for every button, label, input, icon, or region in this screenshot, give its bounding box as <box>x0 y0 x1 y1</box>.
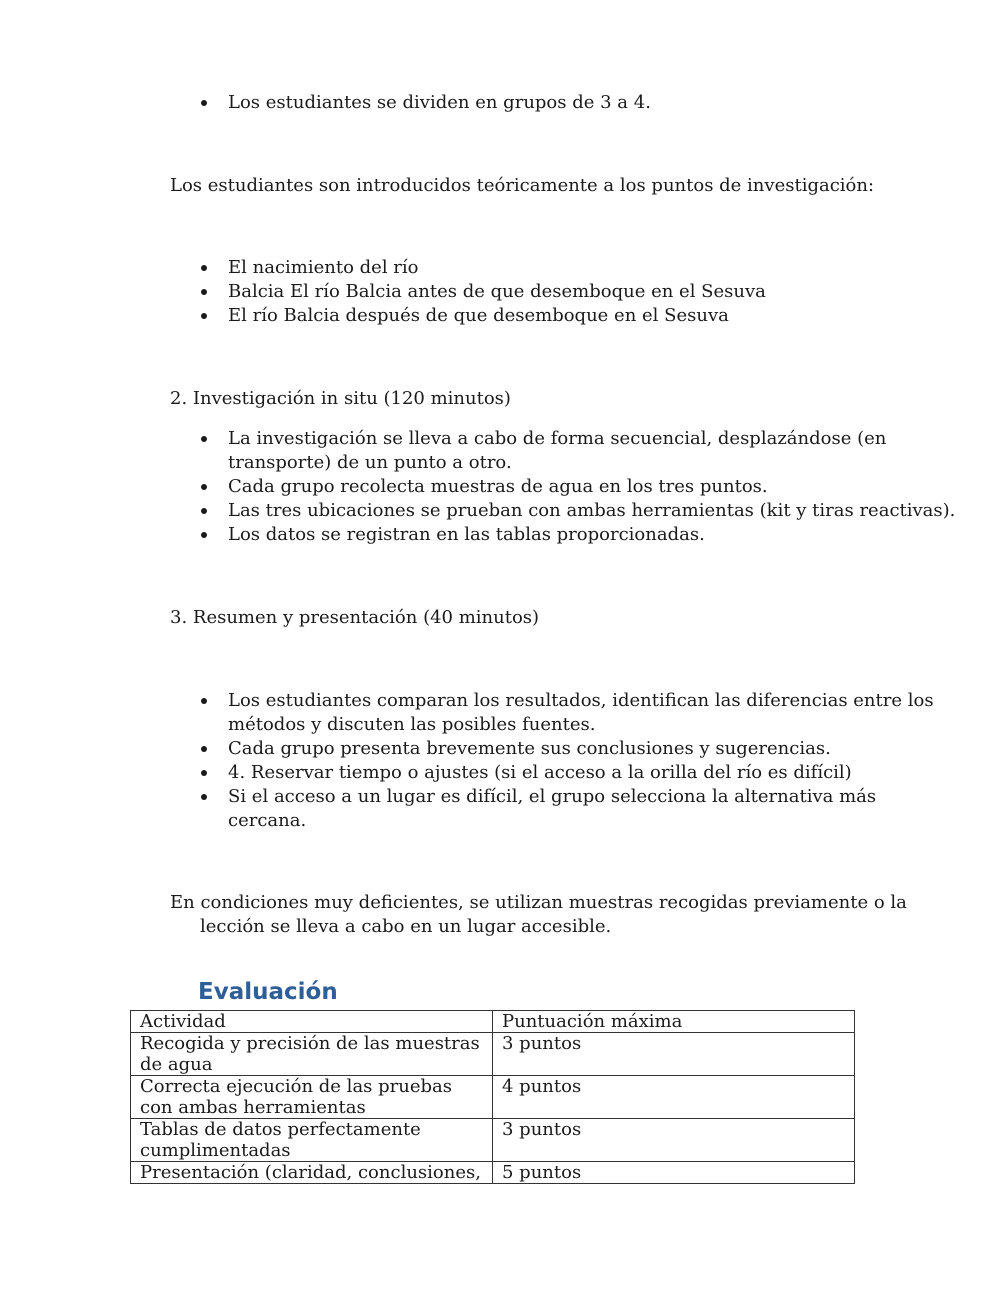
table-cell: 5 puntos <box>493 1162 855 1184</box>
list-item: Cada grupo presenta brevemente sus conclusiones y sugerencias. <box>170 737 960 761</box>
table-cell: 3 puntos <box>493 1119 855 1162</box>
bullet-icon <box>201 532 207 538</box>
table-cell: Tablas de datos perfectamente cumplimentadas <box>131 1119 493 1162</box>
list-item: El nacimiento del río <box>170 256 960 280</box>
list-item: Las tres ubicaciones se prueban con ambas herramientas (kit y tiras reactivas). <box>170 499 960 523</box>
bullet-icon <box>201 794 207 800</box>
list-item: Cada grupo recolecta muestras de agua en los tres puntos. <box>170 475 960 499</box>
evaluation-heading: Evaluación <box>198 979 338 1005</box>
table-cell: Presentación (claridad, conclusiones, <box>131 1162 493 1184</box>
group-size-list <box>170 91 960 115</box>
bullet-icon <box>201 770 207 776</box>
section-3-title: 3. Resumen y presentación (40 minutos) <box>170 607 540 628</box>
section-2-title: 2. Investigación in situ (120 minutos) <box>170 388 511 409</box>
list-item: Si el acceso a un lugar es difícil, el grupo selecciona la alternativa más cercana. <box>170 785 960 833</box>
list-item: Los estudiantes comparan los resultados, identifican las diferencias entre los métodos y discuten las posibles fuentes. <box>170 689 960 737</box>
bullet-icon <box>201 436 207 442</box>
section-2-list <box>170 427 960 547</box>
table-cell: Correcta ejecución de las pruebas con ambas herramientas <box>131 1076 493 1119</box>
list-item: La investigación se lleva a cabo de forma secuencial, desplazándose (en transporte) de un punto a otro. <box>170 427 960 475</box>
table-header-cell: Puntuación máxima <box>493 1011 855 1033</box>
bullet-icon <box>201 100 207 106</box>
list-item: Los datos se registran en las tablas proporcionadas. <box>170 523 960 547</box>
list-item: Los estudiantes se dividen en grupos de 3 a 4. <box>170 91 960 115</box>
table-cell: 3 puntos <box>493 1033 855 1076</box>
intro-paragraph: Los estudiantes son introducidos teóricamente a los puntos de investigación: <box>170 175 875 196</box>
bullet-icon <box>201 265 207 271</box>
table-cell: 4 puntos <box>493 1076 855 1119</box>
table-row <box>131 1162 855 1184</box>
bullet-icon <box>201 746 207 752</box>
table-row <box>131 1033 855 1076</box>
list-item: El río Balcia después de que desemboque en el Sesuva <box>170 304 960 328</box>
bullet-icon <box>201 484 207 490</box>
list-item: Balcia El río Balcia antes de que desemboque en el Sesuva <box>170 280 960 304</box>
section-3-list <box>170 689 960 833</box>
table-row <box>131 1076 855 1119</box>
conditions-paragraph: En condiciones muy deficientes, se utilizan muestras recogidas previamente o la lección se lleva a cabo en un lugar accesible. <box>170 892 907 937</box>
bullet-icon <box>201 698 207 704</box>
table-header-cell: Actividad <box>131 1011 493 1033</box>
evaluation-table <box>130 1010 855 1184</box>
bullet-icon <box>201 508 207 514</box>
list-item: 4. Reservar tiempo o ajustes (si el acceso a la orilla del río es difícil) <box>170 761 960 785</box>
table-cell: Recogida y precisión de las muestras de agua <box>131 1033 493 1076</box>
bullet-icon <box>201 289 207 295</box>
table-header-row <box>131 1011 855 1033</box>
investigation-points-list <box>170 256 960 328</box>
bullet-icon <box>201 313 207 319</box>
table-row <box>131 1119 855 1162</box>
